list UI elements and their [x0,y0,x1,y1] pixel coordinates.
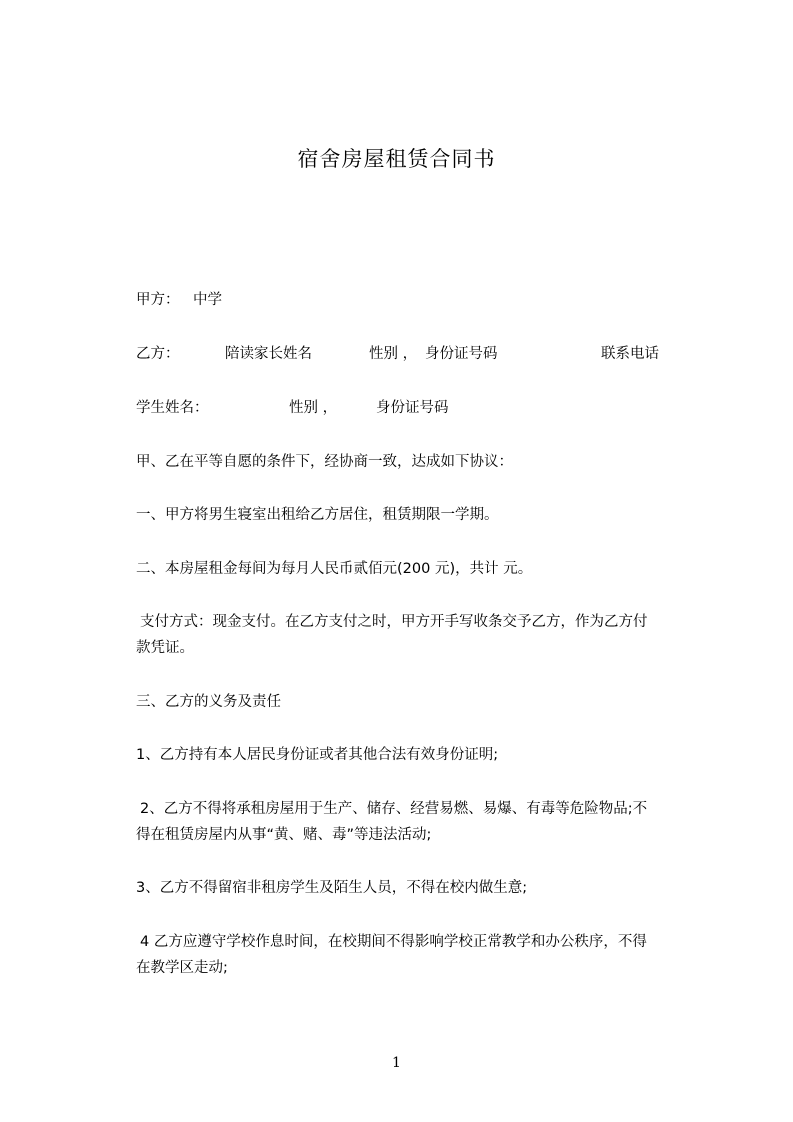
payment-method-line-1: 支付方式：现金支付。在乙方支付之时，甲方开手写收条交予乙方，作为乙方付 [140,614,648,630]
duty-item-3: 3、乙方不得留宿非租房学生及陌生人员，不得在校内做生意; [136,880,528,896]
party-b-gender-label: 性别 ， [369,346,418,362]
page-number: 1 [392,1055,401,1071]
party-a-label: 甲方： [136,292,180,308]
document-title: 宿舍房屋租赁合同书 [297,147,496,171]
student-gender-label: 性别 ， [289,400,338,416]
party-b-label: 乙方： [136,346,180,362]
clause-3-heading: 三、乙方的义务及责任 [136,694,281,710]
intro-text: 甲、乙在平等自愿的条件下，经协商一致，达成如下协议： [136,454,513,470]
duty-item-4-line-2: 在教学区走动; [136,960,228,976]
duty-item-2-line-1: 2、乙方不得将承租房屋用于生产、储存、经营易燃、易爆、有毒等危险物品;不 [140,801,648,817]
student-name-label: 学生姓名： [136,400,209,416]
party-a-value: 中学 [193,292,222,308]
payment-method-line-2: 款凭证。 [136,640,194,656]
clause-2: 二、本房屋租金每间为每月人民币贰佰元(200 元)，共计 元。 [136,561,533,577]
duty-item-1: 1、乙方持有本人居民身份证或者其他合法有效身份证明; [136,747,499,763]
duty-item-2-line-2: 得在租赁房屋内从事“黄、赌、毒”等违法活动; [136,827,432,843]
clause-1: 一、甲方将男生寝室出租给乙方居住，租赁期限一学期。 [136,507,499,523]
student-id-label: 身份证号码 [376,400,449,416]
party-b-id-label: 身份证号码 [425,346,498,362]
party-b-name-label: 陪读家长姓名 [225,346,312,362]
party-b-phone-label: 联系电话 [601,346,659,362]
duty-item-4-line-1: 4 乙方应遵守学校作息时间，在校期间不得影响学校正常教学和办公秩序，不得 [140,934,647,950]
